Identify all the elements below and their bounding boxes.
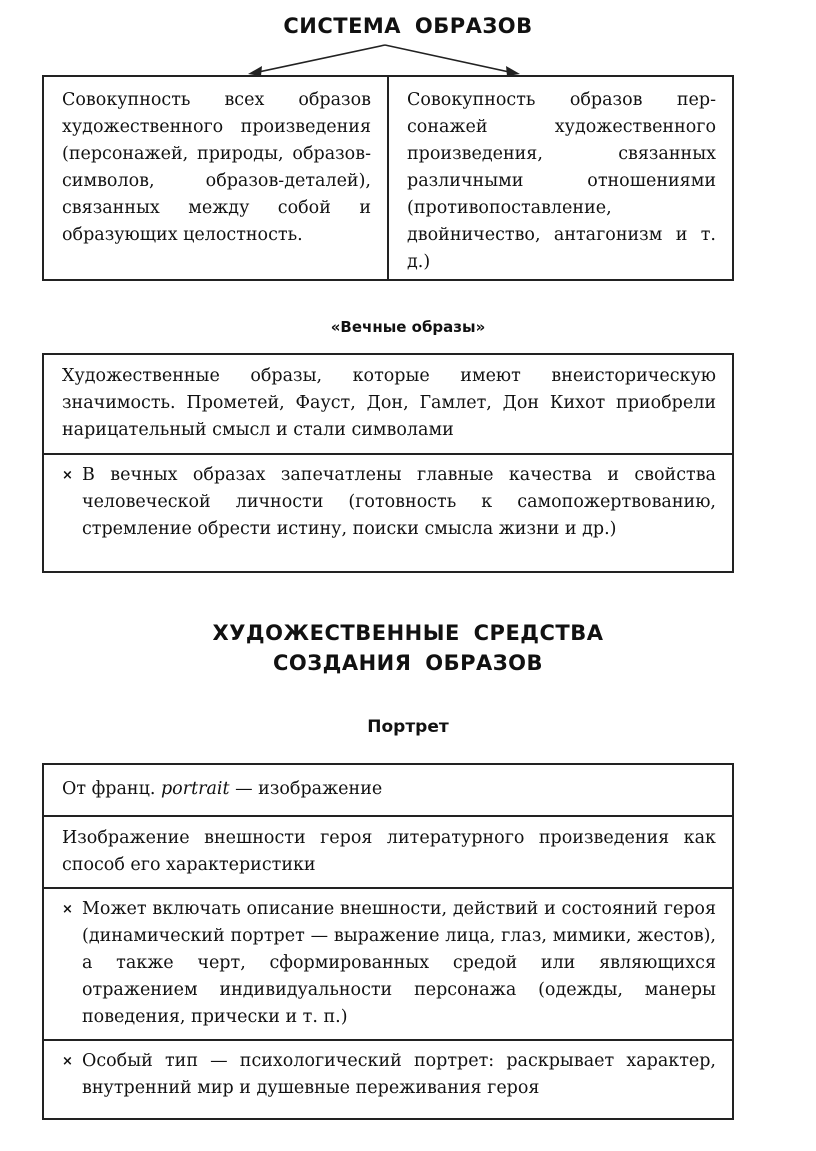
- eternal-title: «Вечные образы»: [330, 318, 486, 336]
- portrait-etym-prefix: От франц.: [62, 779, 161, 799]
- means-title: [0, 618, 816, 678]
- system-table: [42, 75, 734, 281]
- eternal-note-row: [44, 453, 732, 551]
- system-title: СИСТЕМА ОБРАЗОВ: [283, 14, 533, 38]
- bullet-cross-icon: ×: [62, 902, 73, 917]
- portrait-note2-row: [44, 1039, 732, 1110]
- portrait-note1: Может включать описание внешности, действий и состояний героя (динамический портрет — выражение лица, глаз, мимики, жестов), а также черт, сформированных средой или являющихся отражением индивидуальности персонажа (одежды, манеры поведения, прически и т. п.): [82, 899, 716, 1027]
- system-left-cell: Совокупность всех образов художественного произведения (персонажей, природы, образов-символов, образов-деталей), связанных между собой и образующих целостность.: [44, 77, 389, 279]
- portrait-table: [42, 763, 734, 1120]
- portrait-note2: Особый тип — психологический портрет: раскрывает характер, внутренний мир и душевные переживания героя: [82, 1051, 716, 1098]
- portrait-definition: Изображение внешности героя литературного произведения как способ его характеристики: [44, 815, 732, 887]
- portrait-etym-word: portrait: [160, 779, 230, 799]
- eternal-table: [42, 353, 734, 573]
- portrait-etymology-row: [44, 765, 732, 815]
- portrait-etym-suffix: — изображение: [229, 779, 383, 799]
- means-title-line2: СОЗДАНИЯ ОБРАЗОВ: [272, 651, 544, 675]
- bullet-cross-icon: ×: [62, 468, 73, 483]
- eternal-note: В вечных образах запечатлены главные качества и свойства человеческой личности (готовность к самопожертвованию, стремление обрести истину, поиски смысла жизни и др.): [82, 465, 716, 539]
- arrow-right-line: [385, 45, 514, 73]
- arrow-left-line: [254, 45, 385, 73]
- portrait-title: Портрет: [367, 717, 449, 737]
- bullet-cross-icon: ×: [62, 1054, 73, 1069]
- eternal-definition: Художественные образы, которые имеют внеисторическую значимость. Прометей, Фауст, Дон, Гамлет, Дон Кихот приобрели нарицательный смысл и стали символами: [62, 366, 716, 440]
- system-right-cell: Совокупность образов персонажей художественного произведения, связанных различными отношениями (противопоставление, двойничество, антагонизм и т. д.): [407, 90, 716, 272]
- portrait-note1-row: [44, 887, 732, 1039]
- means-title-line1: ХУДОЖЕСТВЕННЫЕ СРЕДСТВА: [212, 621, 604, 645]
